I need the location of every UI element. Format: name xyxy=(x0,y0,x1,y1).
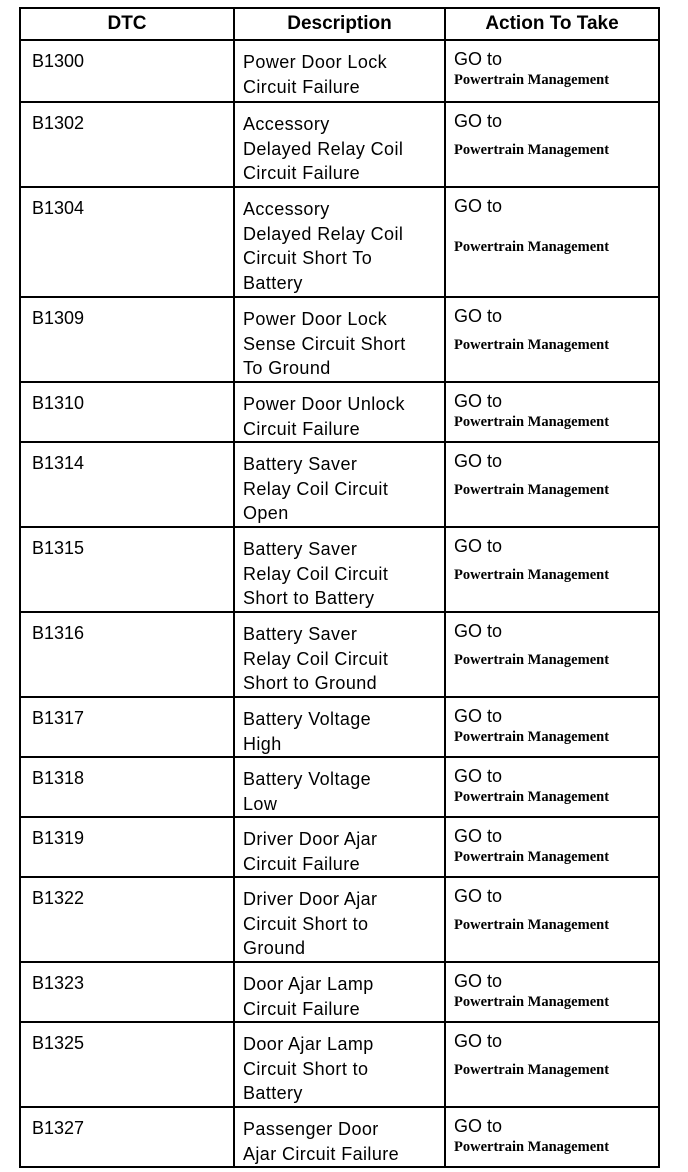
go-to-label: GO to xyxy=(454,706,503,726)
dtc-description xyxy=(234,187,445,297)
description-line: Delayed Relay Coil xyxy=(243,138,404,159)
description-line: Battery xyxy=(243,1083,303,1103)
description-line: To Ground xyxy=(243,358,331,378)
dtc-code: B1302 xyxy=(20,102,234,187)
go-to-label: GO to xyxy=(454,49,503,69)
dtc-code: B1319 xyxy=(20,817,234,877)
action-cell xyxy=(445,757,659,817)
table-row xyxy=(20,1022,659,1107)
description-line: Driver Door Ajar xyxy=(243,829,378,849)
table-row xyxy=(20,757,659,817)
table-row xyxy=(20,102,659,187)
description-line: Accessory xyxy=(243,199,330,219)
table-row xyxy=(20,442,659,527)
action-cell xyxy=(445,877,659,962)
description-line: Delayed Relay Coil xyxy=(243,223,404,244)
description-line: Battery Voltage xyxy=(243,769,372,789)
description-line: Circuit Failure xyxy=(243,998,361,1019)
dtc-description xyxy=(234,297,445,382)
action-cell xyxy=(445,40,659,102)
powertrain-management-link[interactable]: Powertrain Management xyxy=(454,1062,610,1078)
description-line: Battery Saver xyxy=(243,539,358,559)
powertrain-management-link[interactable]: Powertrain Management xyxy=(454,849,610,865)
dtc-code: B1309 xyxy=(20,297,234,382)
description-line: Sense Circuit Short xyxy=(243,333,406,354)
description-line: Circuit Failure xyxy=(243,853,361,874)
action-cell xyxy=(445,297,659,382)
dtc-description xyxy=(234,1107,445,1167)
description-line: Relay Coil Circuit xyxy=(243,563,389,584)
action-cell xyxy=(445,527,659,612)
dtc-code: B1325 xyxy=(20,1022,234,1107)
description-line: Circuit Failure xyxy=(243,163,361,183)
description-line: Battery xyxy=(243,272,303,293)
dtc-code: B1314 xyxy=(20,442,234,527)
go-to-label: GO to xyxy=(454,111,503,131)
header-row xyxy=(20,8,659,40)
description-line: Door Ajar Lamp xyxy=(243,1034,374,1054)
powertrain-management-link[interactable]: Powertrain Management xyxy=(454,652,610,668)
go-to-label: GO to xyxy=(454,886,503,906)
header-description: Description xyxy=(234,8,445,40)
description-line: Circuit Short to xyxy=(243,913,369,934)
header-action: Action To Take xyxy=(445,8,659,40)
dtc-table xyxy=(19,7,660,1168)
description-line: Ajar Circuit Failure xyxy=(243,1143,400,1164)
dtc-description xyxy=(234,382,445,442)
dtc-code: B1322 xyxy=(20,877,234,962)
header-dtc: DTC xyxy=(20,8,234,40)
description-line: Relay Coil Circuit xyxy=(243,648,389,669)
dtc-code: B1310 xyxy=(20,382,234,442)
action-cell xyxy=(445,382,659,442)
go-to-label: GO to xyxy=(454,766,503,786)
dtc-description xyxy=(234,612,445,697)
description-line: Circuit Short To xyxy=(243,248,373,268)
powertrain-management-link[interactable]: Powertrain Management xyxy=(454,789,610,805)
table-row xyxy=(20,1107,659,1167)
action-cell xyxy=(445,612,659,697)
dtc-code: B1316 xyxy=(20,612,234,697)
table-row xyxy=(20,817,659,877)
action-cell xyxy=(445,442,659,527)
description-line: Passenger Door xyxy=(243,1119,379,1139)
table-row xyxy=(20,527,659,612)
table-row xyxy=(20,297,659,382)
description-line: Ground xyxy=(243,938,306,958)
dtc-description xyxy=(234,817,445,877)
powertrain-management-link[interactable]: Powertrain Management xyxy=(454,72,610,88)
powertrain-management-link[interactable]: Powertrain Management xyxy=(454,482,610,498)
table-row xyxy=(20,40,659,102)
action-cell xyxy=(445,1022,659,1107)
description-line: Battery Saver xyxy=(243,624,358,644)
powertrain-management-link[interactable]: Powertrain Management xyxy=(454,729,610,745)
dtc-code: B1323 xyxy=(20,962,234,1022)
description-line: Short to Ground xyxy=(243,673,378,693)
dtc-description xyxy=(234,1022,445,1107)
table-row xyxy=(20,962,659,1022)
action-cell xyxy=(445,1107,659,1167)
description-line: Door Ajar Lamp xyxy=(243,974,374,994)
go-to-label: GO to xyxy=(454,196,503,216)
description-line: Short to Battery xyxy=(243,588,375,608)
powertrain-management-link[interactable]: Powertrain Management xyxy=(454,567,610,583)
go-to-label: GO to xyxy=(454,451,503,471)
dtc-code: B1300 xyxy=(20,40,234,102)
action-cell xyxy=(445,817,659,877)
dtc-description xyxy=(234,102,445,187)
action-cell xyxy=(445,697,659,757)
dtc-description xyxy=(234,442,445,527)
description-line: Accessory xyxy=(243,114,330,134)
description-line: Power Door Lock xyxy=(243,52,388,72)
go-to-label: GO to xyxy=(454,306,503,326)
powertrain-management-link[interactable]: Powertrain Management xyxy=(454,1139,610,1155)
dtc-code: B1327 xyxy=(20,1107,234,1167)
description-line: Open xyxy=(243,503,289,523)
dtc-code: B1318 xyxy=(20,757,234,817)
action-cell xyxy=(445,102,659,187)
dtc-code: B1317 xyxy=(20,697,234,757)
table-row xyxy=(20,187,659,297)
description-line: Relay Coil Circuit xyxy=(243,478,389,499)
table-row xyxy=(20,697,659,757)
dtc-description xyxy=(234,962,445,1022)
powertrain-management-link[interactable]: Powertrain Management xyxy=(454,917,610,933)
powertrain-management-link[interactable]: Powertrain Management xyxy=(454,142,610,158)
go-to-label: GO to xyxy=(454,1031,503,1051)
go-to-label: GO to xyxy=(454,971,503,991)
table-row xyxy=(20,877,659,962)
description-line: Battery Voltage xyxy=(243,709,372,729)
description-line: High xyxy=(243,733,282,754)
description-line: Battery Saver xyxy=(243,454,358,474)
dtc-code: B1315 xyxy=(20,527,234,612)
dtc-description xyxy=(234,757,445,817)
powertrain-management-link[interactable]: Powertrain Management xyxy=(454,337,610,353)
table-row xyxy=(20,612,659,697)
powertrain-management-link[interactable]: Powertrain Management xyxy=(454,414,610,430)
description-line: Circuit Failure xyxy=(243,76,361,97)
go-to-label: GO to xyxy=(454,536,503,556)
dtc-code: B1304 xyxy=(20,187,234,297)
go-to-label: GO to xyxy=(454,391,503,411)
dtc-description xyxy=(234,527,445,612)
description-line: Circuit Short to xyxy=(243,1058,369,1079)
go-to-label: GO to xyxy=(454,1116,503,1136)
description-line: Power Door Unlock xyxy=(243,394,405,414)
description-line: Driver Door Ajar xyxy=(243,889,378,909)
dtc-description xyxy=(234,877,445,962)
go-to-label: GO to xyxy=(454,621,503,641)
powertrain-management-link[interactable]: Powertrain Management xyxy=(454,239,610,255)
action-cell xyxy=(445,187,659,297)
go-to-label: GO to xyxy=(454,826,503,846)
powertrain-management-link[interactable]: Powertrain Management xyxy=(454,994,610,1010)
action-cell xyxy=(445,962,659,1022)
table-row xyxy=(20,382,659,442)
description-line: Power Door Lock xyxy=(243,309,388,329)
dtc-description xyxy=(234,697,445,757)
description-line: Low xyxy=(243,793,278,814)
description-line: Circuit Failure xyxy=(243,418,361,439)
dtc-description xyxy=(234,40,445,102)
